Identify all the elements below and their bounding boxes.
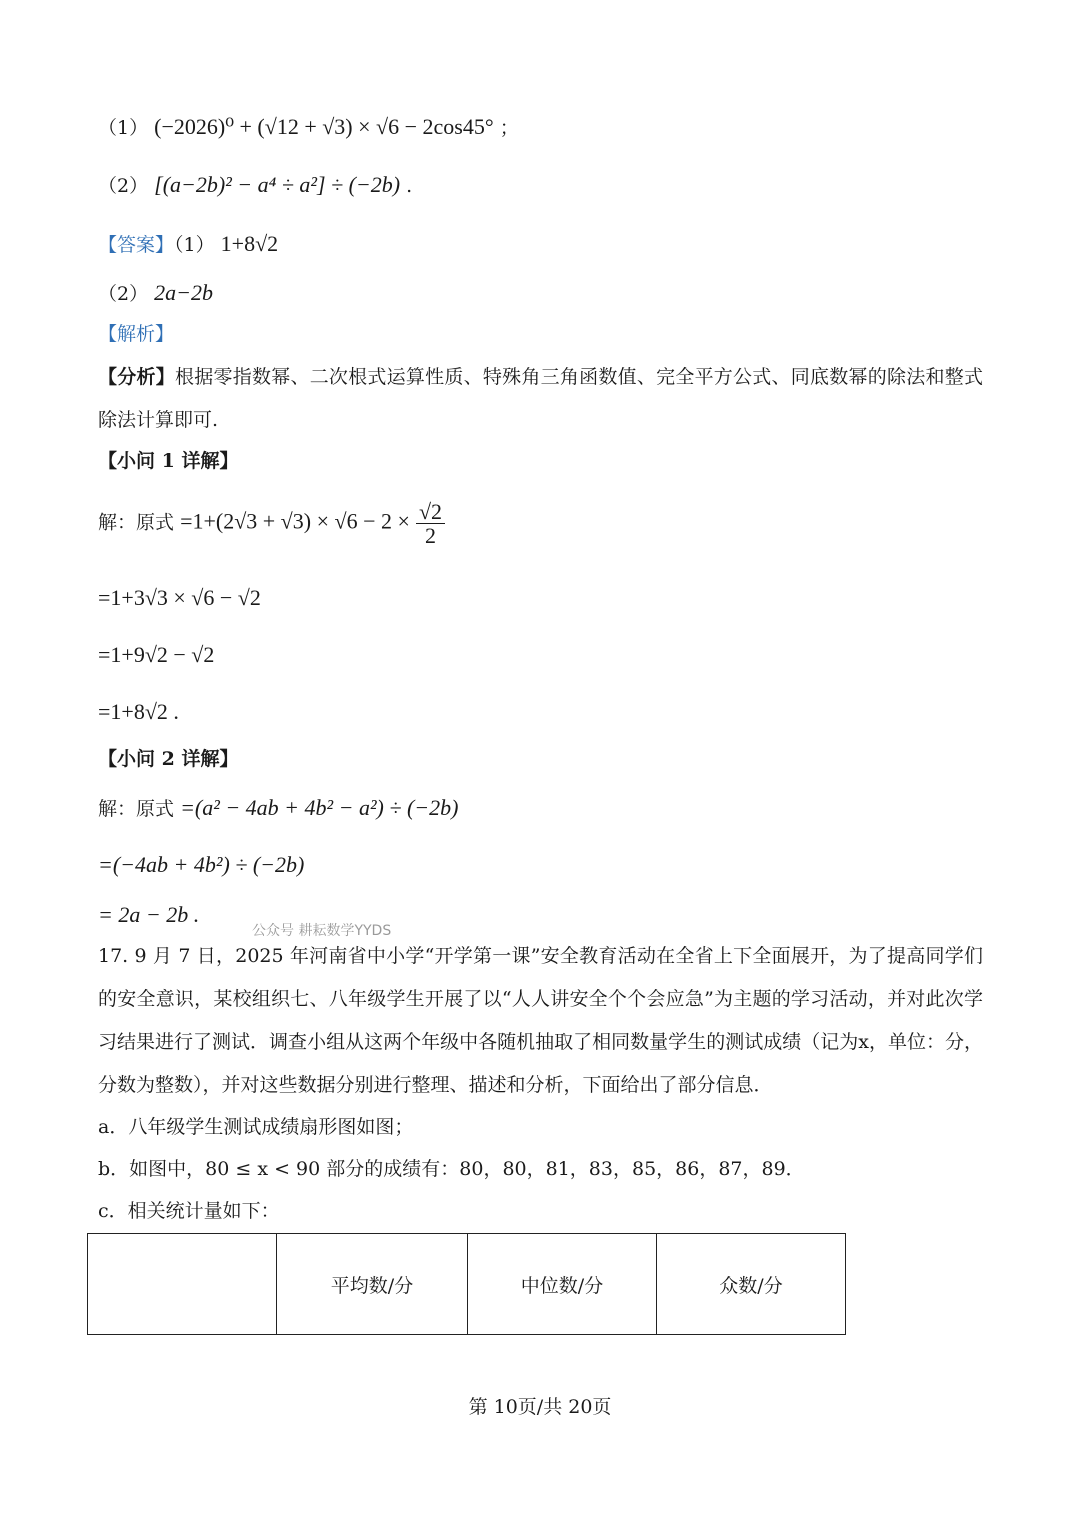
part2-label: （2） bbox=[98, 175, 149, 197]
answer-part2-value: 2a−2b bbox=[154, 280, 213, 305]
sub2-step0-expr: =(a² − 4ab + 4b² − a²) ÷ (−2b) bbox=[180, 795, 459, 820]
answer-line-2 bbox=[98, 282, 213, 304]
table-header-row bbox=[88, 1234, 846, 1335]
sub1-solve-label: 解：原式 bbox=[98, 511, 175, 534]
table-header-cell-empty bbox=[88, 1234, 277, 1335]
part2-end: . bbox=[406, 175, 413, 197]
part1-label: （1） bbox=[98, 117, 149, 139]
problem-part2 bbox=[98, 174, 412, 196]
analysis-paragraph bbox=[98, 356, 983, 442]
sub2-heading: 【小问 2 详解】 bbox=[98, 748, 239, 770]
answer-part2-label: （2） bbox=[98, 283, 149, 305]
watermark: 公众号 耕耘数学YYDS bbox=[252, 923, 392, 939]
sub1-heading: 【小问 1 详解】 bbox=[98, 450, 239, 472]
part1-end: ； bbox=[499, 117, 519, 139]
answer-line-1 bbox=[98, 233, 278, 255]
analysis-tag: 【解析】 bbox=[98, 323, 175, 345]
problem17-intro: 17. 9 月 7 日，2025 年河南省中小学“开学第一课”安全教育活动在全省上下全面展开，为了提高同学们的安全意识，某校组织七、八年级学生开展了以“人人讲安全个个会应急”为主题的学习活动，并对此次学习结果进行了测试．调查小组从这两个年级中各随机抽取了相同数量学生的测试成绩（记为x，单位：分，分数为整数），并对这些数据分别进行整理、描述和分析，下面给出了部分信息． bbox=[98, 945, 983, 1096]
page-footer: 第 10页/共 20页 bbox=[468, 1396, 612, 1418]
table-header-mode: 众数/分 bbox=[657, 1234, 846, 1335]
sub2-step0 bbox=[98, 797, 458, 819]
part2-expression: [(a−2b)² − a⁴ ÷ a²] ÷ (−2b) bbox=[154, 172, 401, 197]
table-header-median: 中位数/分 bbox=[468, 1234, 657, 1335]
sub2-step2: = 2a − 2b . bbox=[98, 902, 200, 927]
sub1-step3: =1+8√2 . bbox=[98, 699, 179, 724]
part1-expression: (−2026)⁰ + (√12 + √3) × √6 − 2cos45° bbox=[154, 114, 494, 139]
sub1-fraction-numerator: √2 bbox=[416, 500, 445, 524]
sub1-step0-expr: =1+(2√3 + √3) × √6 − 2 × bbox=[180, 508, 410, 534]
fenxi-text: 根据零指数幂、二次根式运算性质、特殊角三角函数值、完全平方公式、同底数幂的除法和整式除法计算即可. bbox=[98, 366, 983, 431]
sub2-solve-label: 解：原式 bbox=[98, 798, 175, 820]
answer-part1-label: （1） bbox=[174, 234, 215, 256]
table-header-mean: 平均数/分 bbox=[277, 1234, 468, 1335]
statistics-table bbox=[87, 1233, 846, 1335]
problem17-item-b: b．如图中，80 ≤ x < 90 部分的成绩有：80，80，81，83，85，86，87，89． bbox=[98, 1158, 805, 1180]
sub2-step1: =(−4ab + 4b²) ÷ (−2b) bbox=[98, 852, 305, 877]
problem17-item-a: a．八年级学生测试成绩扇形图如图； bbox=[98, 1116, 414, 1138]
sub1-step2: =1+9√2 − √2 bbox=[98, 642, 215, 667]
problem-part1 bbox=[98, 116, 519, 138]
answer-part1-value: 1+8√2 bbox=[220, 231, 279, 256]
sub1-step1: =1+3√3 × √6 − √2 bbox=[98, 585, 261, 610]
answer-tag: 【答案】 bbox=[98, 234, 175, 256]
sub1-step0 bbox=[98, 500, 445, 547]
sub1-fraction-denominator: 2 bbox=[424, 523, 436, 549]
problem17-item-c: c．相关统计量如下： bbox=[98, 1200, 280, 1222]
sub1-fraction bbox=[416, 500, 445, 547]
fenxi-tag: 【分析】 bbox=[98, 366, 175, 388]
